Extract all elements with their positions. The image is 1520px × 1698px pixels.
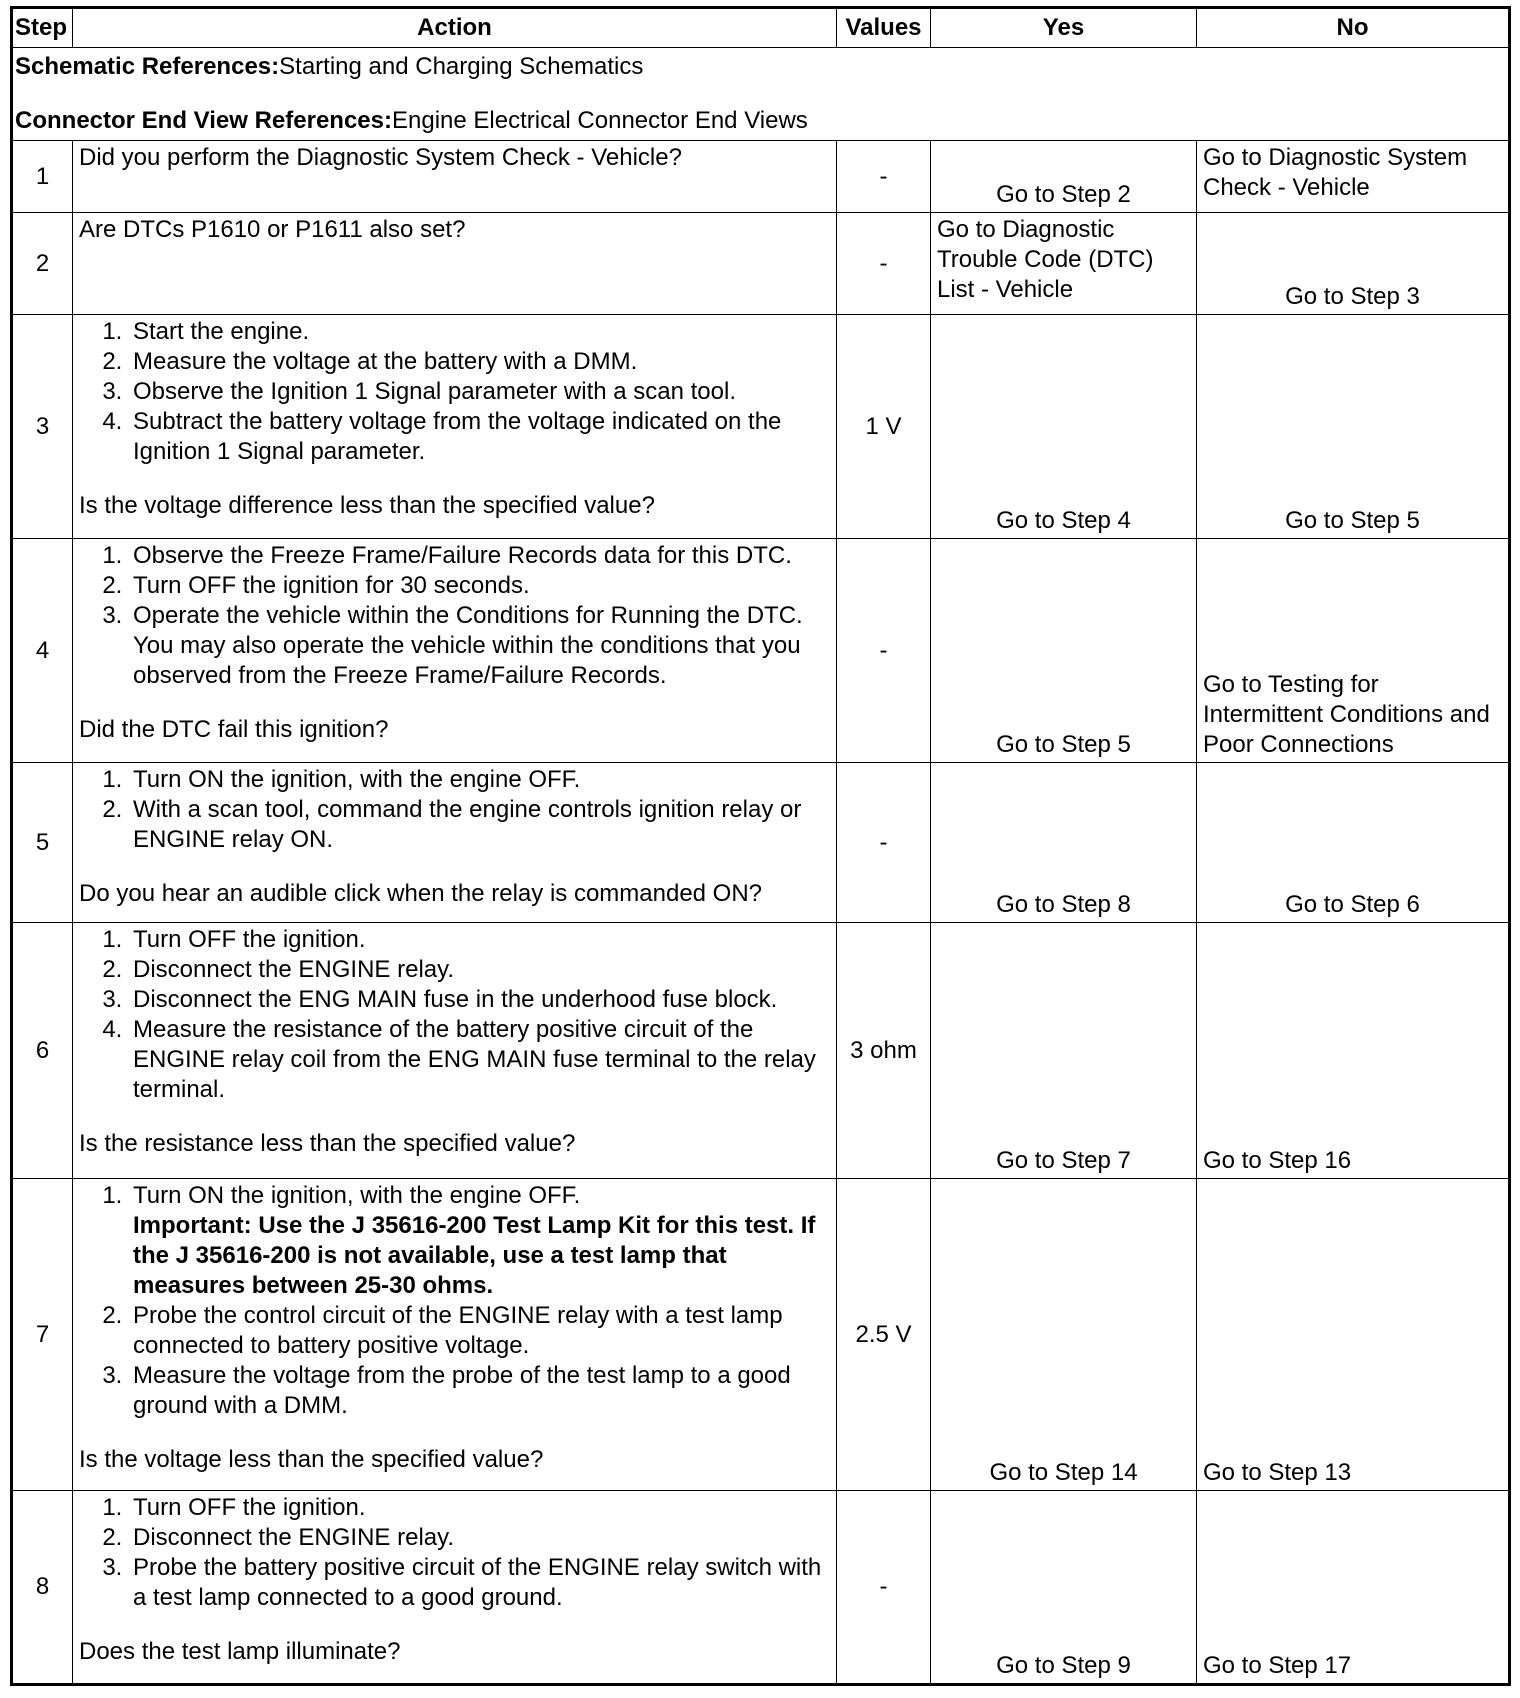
action-cell: [73, 1179, 837, 1491]
schematic-reference: [15, 52, 1506, 82]
value-cell: -: [837, 539, 931, 763]
action-cell: [73, 539, 837, 763]
no-link[interactable]: Go to Step 16: [1197, 923, 1510, 1179]
action-step: 4. Measure the resistance of the battery positive circuit of the ENGINE relay coil from the ENG MAIN fuse terminal to the relay terminal.: [129, 1015, 830, 1105]
step-number: 4: [12, 539, 73, 763]
step-number: 2: [12, 213, 73, 315]
action-step: 2. Disconnect the ENGINE relay.: [129, 955, 830, 985]
header-step: Step: [12, 8, 73, 48]
no-link[interactable]: Go to Step 3: [1197, 213, 1510, 315]
references-row: [12, 48, 1510, 141]
action-step: 2. Probe the control circuit of the ENGINE relay with a test lamp connected to battery positive voltage.: [129, 1301, 830, 1361]
yes-link[interactable]: Go to Step 2: [931, 141, 1197, 213]
step-number: 3: [12, 315, 73, 539]
action-step: 2. Turn OFF the ignition for 30 seconds.: [129, 571, 830, 601]
no-link[interactable]: Go to Testing for Intermittent Conditions and Poor Connections: [1197, 539, 1510, 763]
action-step: 1. Observe the Freeze Frame/Failure Records data for this DTC.: [129, 541, 830, 571]
table-row: [12, 213, 1510, 315]
action-step: 1. Turn ON the ignition, with the engine OFF.: [129, 765, 830, 795]
yes-link[interactable]: Go to Step 5: [931, 539, 1197, 763]
action-question: Did the DTC fail this ignition?: [79, 716, 389, 743]
action-step: 2. Disconnect the ENGINE relay.: [129, 1523, 830, 1553]
schematic-link[interactable]: Starting and Charging Schematics: [279, 53, 644, 80]
table-row: [12, 141, 1510, 213]
no-link[interactable]: Go to Diagnostic System Check - Vehicle: [1197, 141, 1510, 213]
header-action: Action: [73, 8, 837, 48]
yes-link[interactable]: Go to Step 9: [931, 1491, 1197, 1685]
yes-link[interactable]: Go to Step 4: [931, 315, 1197, 539]
action-step: 3. Observe the Ignition 1 Signal parameter with a scan tool.: [129, 377, 830, 407]
connector-reference: [15, 106, 1506, 136]
action-text: Are DTCs P1610 or P1611 also set?: [73, 213, 837, 315]
action-step: 2. Measure the voltage at the battery with a DMM.: [129, 347, 830, 377]
action-step: 1. Turn OFF the ignition.: [129, 1493, 830, 1523]
action-question: Does the test lamp illuminate?: [79, 1638, 401, 1665]
table-row: [12, 1491, 1510, 1685]
action-step-text: Turn ON the ignition, with the engine OFF.: [133, 1182, 581, 1209]
value-cell: -: [837, 213, 931, 315]
diagnostic-table: [10, 6, 1511, 1686]
step-number: 6: [12, 923, 73, 1179]
table-row: [12, 539, 1510, 763]
yes-link[interactable]: Go to Diagnostic Trouble Code (DTC) List - Vehicle: [931, 213, 1197, 315]
connector-label: Connector End View References:: [15, 107, 392, 134]
header-values: Values: [837, 8, 931, 48]
table-row: [12, 763, 1510, 923]
table-row: [12, 923, 1510, 1179]
action-text: Did you perform the Diagnostic System Check - Vehicle?: [73, 141, 837, 213]
action-question: Is the voltage difference less than the specified value?: [79, 492, 655, 519]
important-note: Important: Use the J 35616-200 Test Lamp Kit for this test. If the J 35616-200 is not available, use a test lamp that measures between 25-30 ohms.: [133, 1212, 816, 1299]
action-step: 3. Measure the voltage from the probe of the test lamp to a good ground with a DMM.: [129, 1361, 830, 1421]
action-question: Do you hear an audible click when the relay is commanded ON?: [79, 880, 763, 907]
action-cell: [73, 315, 837, 539]
yes-link[interactable]: Go to Step 14: [931, 1179, 1197, 1491]
action-question: Is the voltage less than the specified value?: [79, 1446, 544, 1473]
action-step: 3. Disconnect the ENG MAIN fuse in the underhood fuse block.: [129, 985, 830, 1015]
action-step: 4. Subtract the battery voltage from the voltage indicated on the Ignition 1 Signal parameter.: [129, 407, 830, 467]
header-row: [12, 8, 1510, 48]
action-cell: [73, 923, 837, 1179]
no-link[interactable]: Go to Step 13: [1197, 1179, 1510, 1491]
action-step: 3. Operate the vehicle within the Conditions for Running the DTC. You may also operate the vehicle within the conditions that you observed from the Freeze Frame/Failure Records.: [129, 601, 830, 691]
connector-link[interactable]: Engine Electrical Connector End Views: [392, 107, 808, 134]
value-cell: 3 ohm: [837, 923, 931, 1179]
action-cell: [73, 763, 837, 923]
action-cell: [73, 1491, 837, 1685]
references-cell: [12, 48, 1510, 141]
step-number: 7: [12, 1179, 73, 1491]
step-number: 1: [12, 141, 73, 213]
action-step: 2. With a scan tool, command the engine controls ignition relay or ENGINE relay ON.: [129, 795, 830, 855]
action-step: 1. Start the engine.: [129, 317, 830, 347]
value-cell: -: [837, 763, 931, 923]
action-step: [129, 1181, 830, 1301]
header-no: No: [1197, 8, 1510, 48]
action-step: 3. Probe the battery positive circuit of the ENGINE relay switch with a test lamp connected to a good ground.: [129, 1553, 830, 1613]
action-question: Is the resistance less than the specified value?: [79, 1130, 576, 1157]
yes-link[interactable]: Go to Step 7: [931, 923, 1197, 1179]
no-link[interactable]: Go to Step 17: [1197, 1491, 1510, 1685]
no-link[interactable]: Go to Step 6: [1197, 763, 1510, 923]
table-row: [12, 315, 1510, 539]
yes-link[interactable]: Go to Step 8: [931, 763, 1197, 923]
value-cell: -: [837, 141, 931, 213]
no-link[interactable]: Go to Step 5: [1197, 315, 1510, 539]
header-yes: Yes: [931, 8, 1197, 48]
step-number: 8: [12, 1491, 73, 1685]
value-cell: 1 V: [837, 315, 931, 539]
action-step: 1. Turn OFF the ignition.: [129, 925, 830, 955]
table-row: [12, 1179, 1510, 1491]
step-number: 5: [12, 763, 73, 923]
value-cell: 2.5 V: [837, 1179, 931, 1491]
schematic-label: Schematic References:: [15, 53, 280, 80]
value-cell: -: [837, 1491, 931, 1685]
